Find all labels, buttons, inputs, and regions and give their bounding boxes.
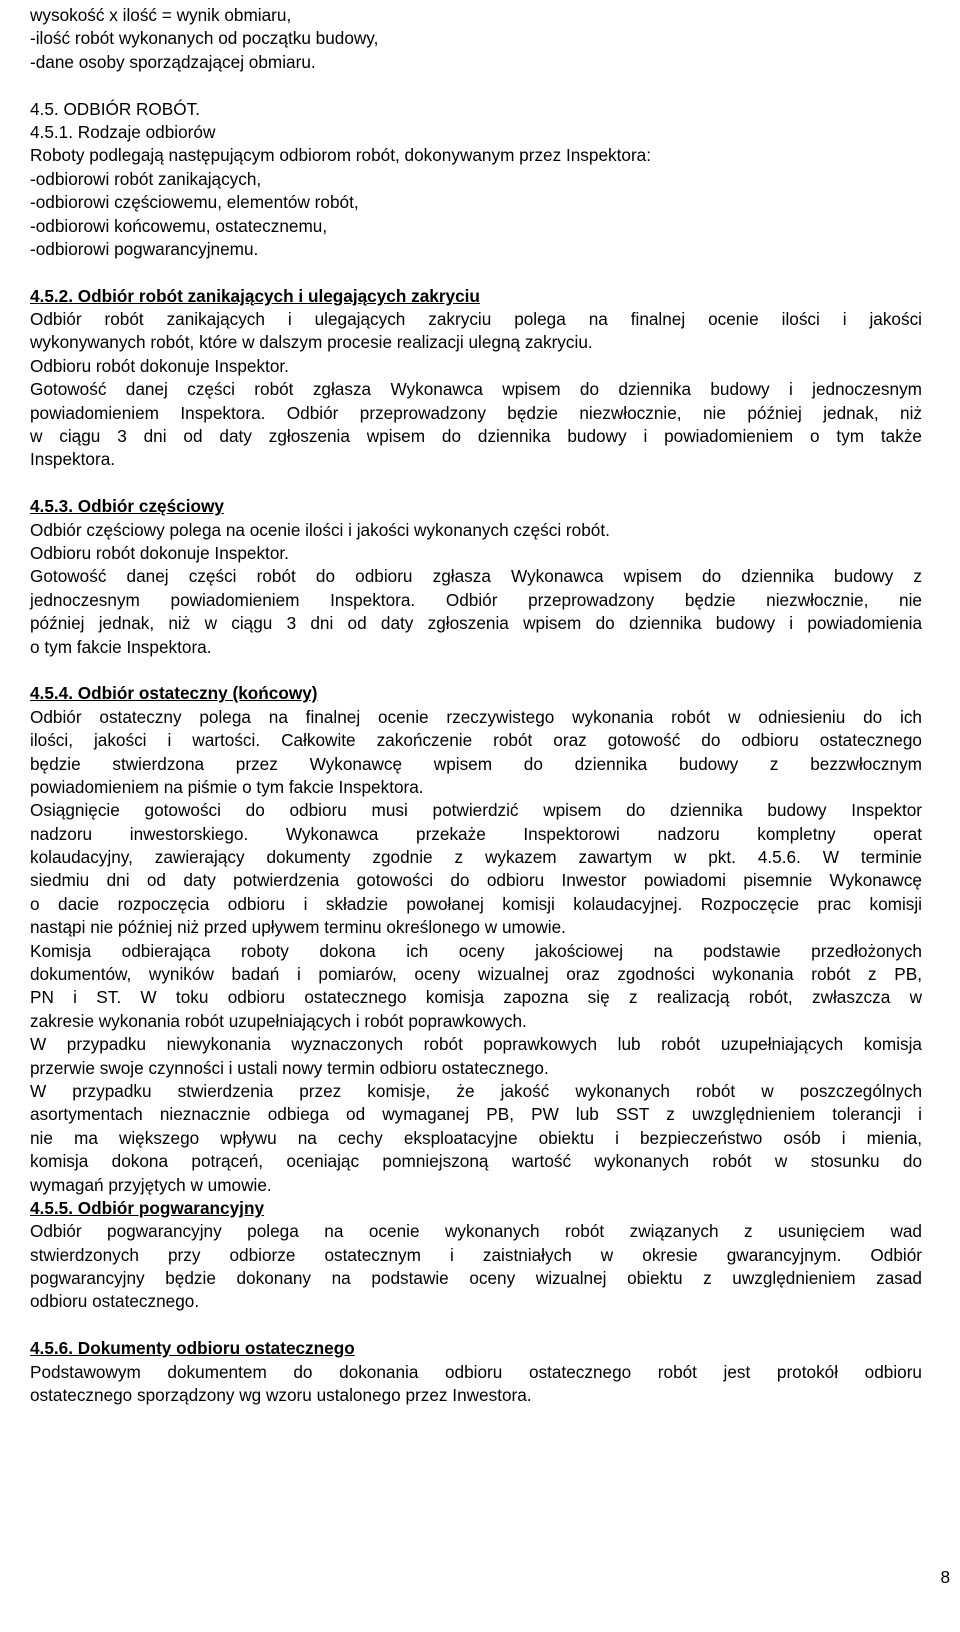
subsection-heading: 4.5.1. Rodzaje odbiorów — [30, 121, 216, 142]
body-line: PN i ST. W toku odbioru ostatecznego komisja zapozna się z realizacją robót, zwłaszcza w — [30, 987, 922, 1008]
body-line: wysokość x ilość = wynik obmiaru, — [30, 5, 292, 25]
body-line: powiadomieniem na piśmie o tym fakcie Inspektora. — [30, 776, 424, 797]
body-line: nastąpi nie później niż przed upływem terminu określonego w umowie. — [30, 917, 566, 938]
list-item: -odbiorowi robót zanikających, — [30, 168, 262, 189]
body-line: W przypadku stwierdzenia przez komisje, że jakość wykonanych robót w poszczególnych — [30, 1080, 922, 1101]
body-line: odbioru ostatecznego. — [30, 1291, 200, 1312]
subsection-heading: 4.5.2. Odbiór robót zanikających i ulegających zakryciu — [30, 285, 480, 306]
body-line: dokumentów, wyników badań i pomiarów, oceny wizualnej oraz zgodności wykonania robót z PB, — [30, 964, 922, 985]
body-line: Inspektora. — [30, 449, 116, 470]
body-line: wymagań przyjętych w umowie. — [30, 1174, 272, 1195]
body-line: Roboty podlegają następującym odbiorom robót, dokonywanym przez Inspektora: — [30, 145, 652, 166]
body-line: stwierdzonych przy odbiorze ostatecznym i zaistniałych w okresie gwarancyjnym. Odbiór — [30, 1244, 922, 1265]
list-item: -odbiorowi częściowemu, elementów robót, — [30, 192, 359, 213]
subsection-heading: 4.5.4. Odbiór ostateczny (końcowy) — [30, 683, 318, 704]
subsection-heading: 4.5.5. Odbiór pogwarancyjny — [30, 1197, 265, 1218]
body-line: -ilość robót wykonanych od początku budowy, — [30, 28, 379, 49]
blank-line — [30, 659, 922, 682]
body-line: Osiągnięcie gotowości do odbioru musi potwierdzić wpisem do dziennika budowy Inspektor — [30, 800, 922, 821]
subsection-heading: 4.5.6. Dokumenty odbioru ostatecznego — [30, 1338, 355, 1359]
body-line: o tym fakcie Inspektora. — [30, 636, 212, 657]
body-line: ilości, jakości i wartości. Całkowite zakończenie robót oraz gotowość do odbioru ostatecznego — [30, 730, 922, 751]
blank-line — [30, 472, 922, 495]
body-line: -dane osoby sporządzającej obmiaru. — [30, 51, 316, 72]
list-item: -odbiorowi pogwarancyjnemu. — [30, 238, 259, 259]
page-number: 8 — [940, 1567, 950, 1587]
blank-line — [30, 261, 922, 284]
body-line: później jednak, niż w ciągu 3 dni od daty zgłoszenia wpisem do dziennika budowy i powiadomienia — [30, 613, 922, 634]
blank-line — [30, 74, 922, 97]
body-line: Odbiór ostateczny polega na finalnej ocenie rzeczywistego wykonania robót w odniesieniu do ich — [30, 706, 922, 727]
body-line: W przypadku niewykonania wyznaczonych robót poprawkowych lub robót uzupełniających komisja — [30, 1034, 922, 1055]
body-line: będzie stwierdzona przez Wykonawcę wpisem do dziennika budowy z bezzwłocznym — [30, 753, 922, 774]
body-line: wykonywanych robót, które w dalszym procesie realizacji ulegną zakryciu. — [30, 332, 593, 353]
document-page — [30, 0, 922, 1407]
body-line: asortymentach nieznacznie odbiega od wymaganej PB, PW lub SST z uwzględnieniem tolerancji i — [30, 1104, 922, 1125]
body-line: w ciągu 3 dni od daty zgłoszenia wpisem do dziennika budowy i powiadomieniem o tym także — [30, 426, 922, 447]
section-heading: 4.5. ODBIÓR ROBÓT. — [30, 98, 201, 119]
body-line: przerwie swoje czynności i ustali nowy termin odbioru ostatecznego. — [30, 1057, 549, 1078]
list-item: -odbiorowi końcowemu, ostatecznemu, — [30, 215, 328, 236]
body-line: jednoczesnym powiadomieniem Inspektora. Odbiór przeprowadzony będzie niezwłocznie, nie — [30, 589, 922, 610]
subsection-heading: 4.5.3. Odbiór częściowy — [30, 496, 224, 517]
body-line: Gotowość danej części robót zgłasza Wykonawca wpisem do dziennika budowy i jednoczesnym — [30, 379, 922, 400]
body-line: Odbioru robót dokonuje Inspektor. — [30, 355, 289, 376]
body-line: ostatecznego sporządzony wg wzoru ustalonego przez Inwestora. — [30, 1385, 532, 1406]
blank-line — [30, 1314, 922, 1337]
body-line: Komisja odbierająca roboty dokona ich oceny jakościowej na podstawie przedłożonych — [30, 940, 922, 961]
body-line: nadzoru inwestorskiego. Wykonawca przekaże Inspektorowi nadzoru kompletny operat — [30, 823, 922, 844]
body-line: powiadomieniem Inspektora. Odbiór przeprowadzony będzie niezwłocznie, nie później jednak, niż — [30, 402, 922, 423]
body-line: Gotowość danej części robót do odbioru zgłasza Wykonawca wpisem do dziennika budowy z — [30, 566, 922, 587]
body-line: siedmiu dni od daty potwierdzenia gotowości do odbioru Inwestor powiadomi pisemnie Wykonawcę — [30, 870, 922, 891]
body-line: Odbiór robót zanikających i ulegających zakryciu polega na finalnej ocenie ilości i jakości — [30, 309, 922, 330]
body-line: Odbiór pogwarancyjny polega na ocenie wykonanych robót związanych z usunięciem wad — [30, 1221, 922, 1242]
body-line: Podstawowym dokumentem do dokonania odbioru ostatecznego robót jest protokół odbioru — [30, 1361, 922, 1382]
body-line: Odbiór częściowy polega na ocenie ilości i jakości wykonanych części robót. — [30, 519, 610, 540]
body-line: zakresie wykonania robót uzupełniających i robót poprawkowych. — [30, 1010, 527, 1031]
body-line: komisja dokona potrąceń, oceniając pomniejszoną wartość wykonanych robót w stosunku do — [30, 1151, 922, 1172]
body-line: kolaudacyjny, zawierający dokumenty zgodnie z wykazem zawartym w pkt. 4.5.6. W terminie — [30, 847, 922, 868]
body-line: nie ma większego wpływu na cechy eksploatacyjne obiektu i bezpieczeństwo osób i mienia, — [30, 1127, 922, 1148]
body-line: pogwarancyjny będzie dokonany na podstawie oceny wizualnej obiektu z uwzględnieniem zasad — [30, 1268, 922, 1289]
body-line: o dacie rozpoczęcia odbioru i składzie powołanej komisji kolaudacyjnej. Rozpoczęcie prac komisji — [30, 893, 922, 914]
body-line: Odbioru robót dokonuje Inspektor. — [30, 542, 289, 563]
